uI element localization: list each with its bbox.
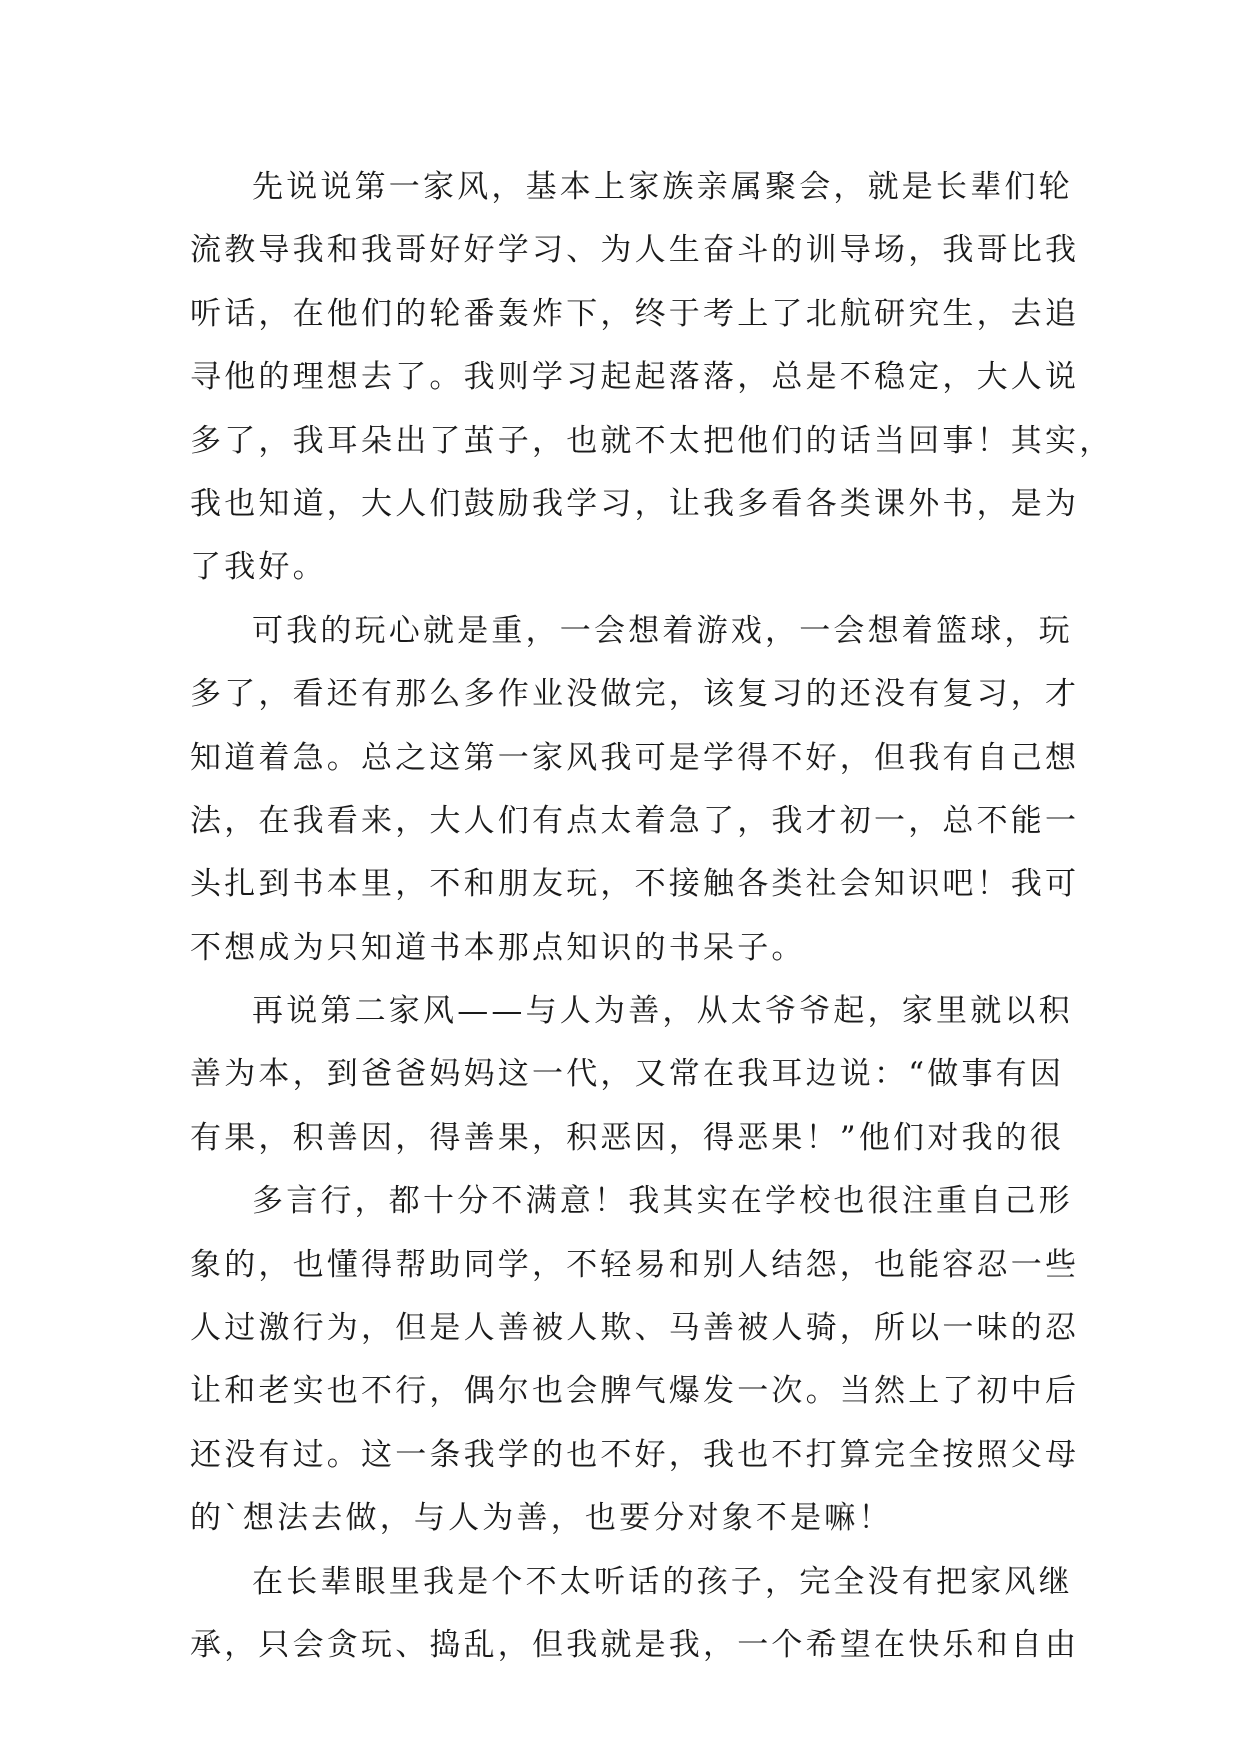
text-line: 人过激行为，但是人善被人欺、马善被人骑，所以一味的忍 bbox=[190, 1310, 1080, 1347]
text-line: 法，在我看来，大人们有点太着急了，我才初一，总不能一 bbox=[190, 802, 1080, 839]
text-line: 象的，也懂得帮助同学，不轻易和别人结怨，也能容忍一些 bbox=[190, 1246, 1080, 1283]
text-line: 不想成为只知道书本那点知识的书呆子。 bbox=[190, 929, 806, 966]
text-line: 多了，看还有那么多作业没做完，该复习的还没有复习，才 bbox=[190, 676, 1080, 713]
text-line: 听话，在他们的轮番轰炸下，终于考上了北航研究生，去追 bbox=[190, 295, 1080, 332]
text-line: 流教导我和我哥好好学习、为人生奋斗的训导场，我哥比我 bbox=[190, 232, 1080, 269]
text-line: 寻他的理想去了。我则学习起起落落，总是不稳定，大人说 bbox=[190, 359, 1080, 396]
text-line: 头扎到书本里，不和朋友玩，不接触各类社会知识吧！我可 bbox=[190, 866, 1080, 903]
text-line: 的`想法去做，与人为善，也要分对象不是嘛！ bbox=[190, 1500, 893, 1537]
text-line: 有果，积善因，得善果，积恶因，得恶果！”他们对我的很 bbox=[190, 1119, 1065, 1156]
text-line: 让和老实也不行，偶尔也会脾气爆发一次。当然上了初中后 bbox=[190, 1373, 1080, 1410]
text-line: 承，只会贪玩、捣乱，但我就是我，一个希望在快乐和自由 bbox=[190, 1626, 1080, 1663]
text-line: 知道着急。总之这第一家风我可是学得不好，但我有自己想 bbox=[190, 739, 1080, 776]
document-body bbox=[190, 156, 1114, 1677]
text-line: 可我的玩心就是重，一会想着游戏，一会想着篮球，玩 bbox=[252, 612, 1073, 649]
text-line: 了我好。 bbox=[190, 549, 327, 586]
text-line: 多言行，都十分不满意！我其实在学校也很注重自己形 bbox=[252, 1183, 1073, 1220]
text-line: 还没有过。这一条我学的也不好，我也不打算完全按照父母 bbox=[190, 1436, 1080, 1473]
text-line: 先说说第一家风，基本上家族亲属聚会，就是长辈们轮 bbox=[252, 169, 1073, 205]
text-line: 再说第二家风——与人为善，从太爷爷起，家里就以积 bbox=[252, 993, 1073, 1030]
text-line: 多了，我耳朵出了茧子，也就不太把他们的话当回事！其实， bbox=[190, 422, 1114, 459]
text-line: 在长辈眼里我是个不太听话的孩子，完全没有把家风继 bbox=[252, 1563, 1073, 1600]
text-line: 我也知道，大人们鼓励我学习，让我多看各类课外书，是为 bbox=[190, 485, 1080, 522]
text-line: 善为本，到爸爸妈妈这一代，又常在我耳边说：“做事有因 bbox=[190, 1056, 1065, 1093]
